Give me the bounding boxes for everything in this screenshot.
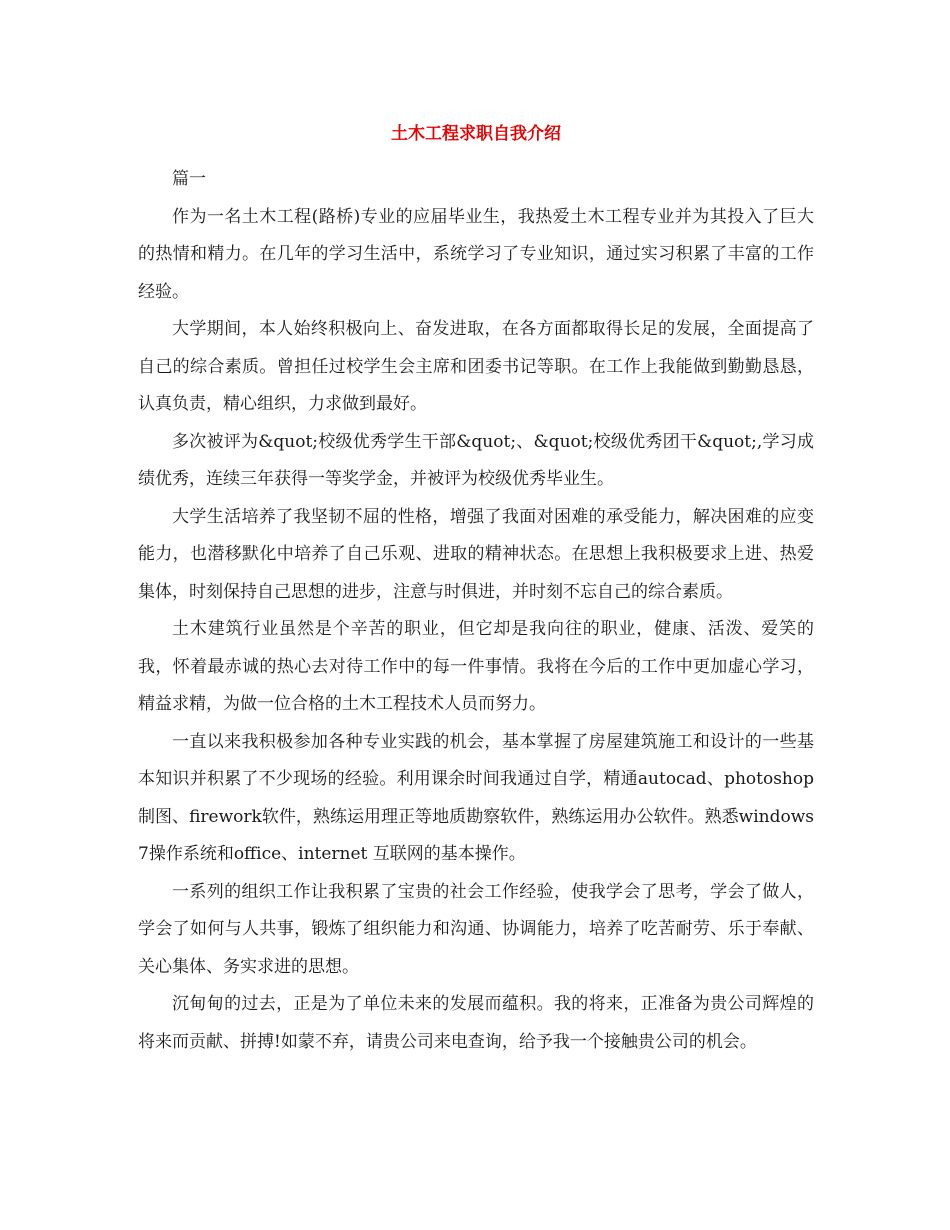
paragraph-5: 土木建筑行业虽然是个辛苦的职业，但它却是我向往的职业，健康、活泼、爱笑的我，怀着最赤诚的热心去对待工作中的每一件事情。我将在今后的工作中更加虚心学习，精益求精，为做一位合格的土木工程技术人员而努力。 (138, 619, 814, 714)
document-title: 土木工程求职自我介绍 (391, 124, 561, 144)
paragraph-3: 多次被评为&quot;校级优秀学生干部&quot;、&quot;校级优秀团干&quot;,学习成绩优秀，连续三年获得一等奖学金，并被评为校级优秀毕业生。 (138, 431, 814, 489)
paragraph-7: 一系列的组织工作让我积累了宝贵的社会工作经验，使我学会了思考，学会了做人，学会了如何与人共事，锻炼了组织能力和沟通、协调能力，培养了吃苦耐劳、乐于奉献、关心集体、务实求进的思想。 (138, 881, 814, 977)
section-label: 篇一 (172, 169, 206, 189)
paragraph-2: 大学期间，本人始终积极向上、奋发进取，在各方面都取得长足的发展，全面提高了自己的综合素质。曾担任过校学生会主席和团委书记等职。在工作上我能做到勤勤恳恳，认真负责，精心组织，力求做到最好。 (138, 319, 814, 414)
document-body (138, 161, 814, 1061)
paragraph-8: 沉甸甸的过去，正是为了单位未来的发展而蕴积。我的将来，正准备为贵公司辉煌的将来而贡献、拼搏!如蒙不弃，请贵公司来电查询，给予我一个接触贵公司的机会。 (138, 994, 814, 1052)
paragraph-6: 一直以来我积极参加各种专业实践的机会，基本掌握了房屋建筑施工和设计的一些基本知识并积累了不少现场的经验。利用课余时间我通过自学，精通autocad、photoshop制图、firework软件，熟练运用理正等地质勘察软件，熟练运用办公软件。熟悉windows7操作系统和office、internet 互联网的基本操作。 (138, 731, 814, 864)
paragraph-4: 大学生活培养了我坚韧不屈的性格，增强了我面对困难的承受能力，解决困难的应变能力，也潜移默化中培养了自己乐观、进取的精神状态。在思想上我积极要求上进、热爱集体，时刻保持自己思想的进步，注意与时俱进，并时刻不忘自己的综合素质。 (138, 506, 814, 602)
paragraph-1: 作为一名土木工程(路桥)专业的应届毕业生，我热爱土木工程专业并为其投入了巨大的热情和精力。在几年的学习生活中，系统学习了专业知识，通过实习积累了丰富的工作经验。 (138, 206, 814, 302)
